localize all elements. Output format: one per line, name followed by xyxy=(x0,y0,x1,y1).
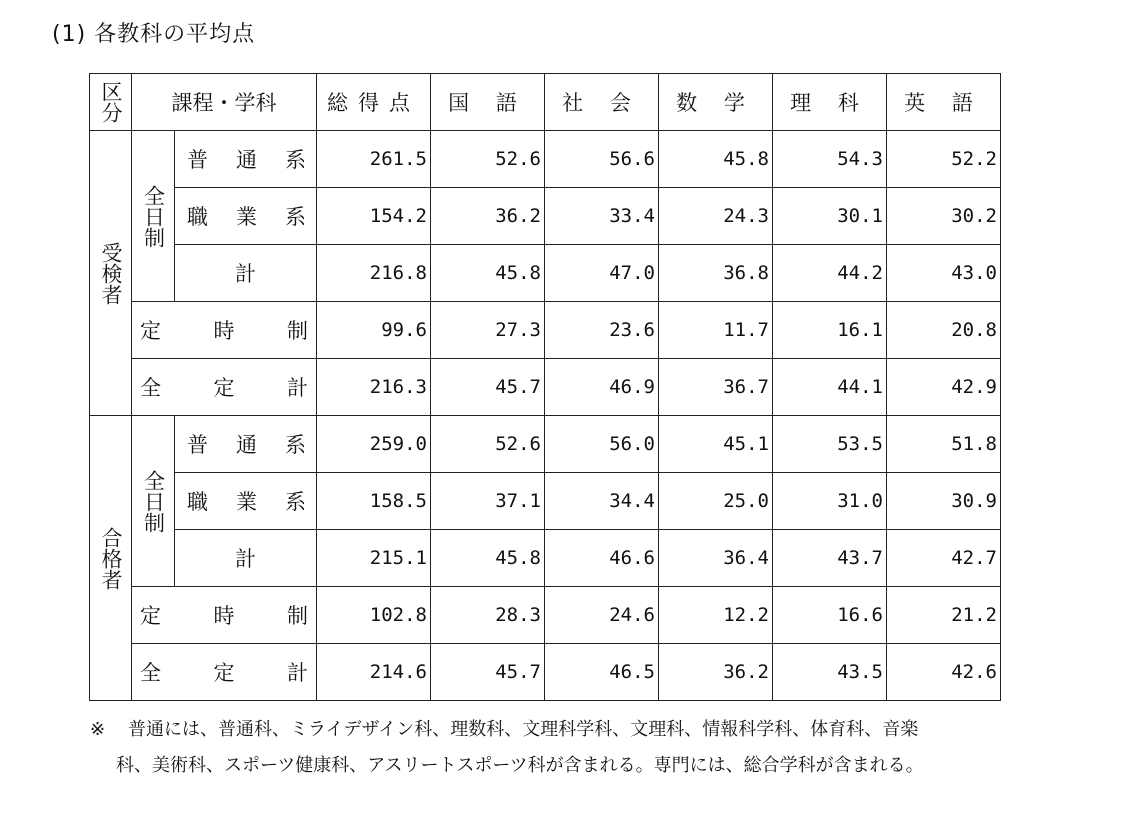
row-science-cell: 54.3 xyxy=(773,131,887,188)
header-course: 課程・学科 xyxy=(132,74,317,131)
row-english-cell: 42.7 xyxy=(887,530,1001,587)
row-label xyxy=(175,473,317,530)
tei-label-char: 定 xyxy=(140,319,161,343)
row-total-score-cell: 215.1 xyxy=(317,530,431,587)
footnote-line-2: 科、美術科、スポーツ健康科、アスリートスポーツ科が含まれる。専門には、総合学科が含まれる。 xyxy=(116,755,924,776)
tei-label-char: 制 xyxy=(287,604,308,628)
row-math-cell: 36.4 xyxy=(659,530,773,587)
total-math-cell: 36.7 xyxy=(659,359,773,416)
total-label-char: 定 xyxy=(213,661,235,685)
row-total-score-cell: 158.5 xyxy=(317,473,431,530)
row-japanese-cell: 52.6 xyxy=(431,416,545,473)
header-science: 理 科 xyxy=(773,74,887,131)
tei-label-char: 制 xyxy=(287,319,308,343)
zentei-total-label xyxy=(132,644,317,701)
section-title: (1) 各教科の平均点 xyxy=(52,22,256,47)
row-label-char: 業 xyxy=(236,490,257,514)
row-total-score-cell: 216.8 xyxy=(317,245,431,302)
tei-social-cell: 24.6 xyxy=(545,587,659,644)
header-kubun: 区分 xyxy=(90,74,132,131)
total-social-cell: 46.9 xyxy=(545,359,659,416)
row-english-cell: 30.2 xyxy=(887,188,1001,245)
tei-label-char: 定 xyxy=(140,604,161,628)
table-row xyxy=(90,473,1001,530)
row-english-cell: 52.2 xyxy=(887,131,1001,188)
total-english-cell: 42.9 xyxy=(887,359,1001,416)
tei-label-char: 時 xyxy=(213,319,235,343)
row-social-cell: 46.6 xyxy=(545,530,659,587)
footnote-line-1: ※ 普通には、普通科、ミライデザイン科、理数科、文理科学科、文理科、情報科学科、体育科、音楽 xyxy=(90,712,1050,748)
total-total-score-cell: 216.3 xyxy=(317,359,431,416)
table-row xyxy=(90,245,1001,302)
header-row xyxy=(90,74,1001,131)
table-row xyxy=(90,302,1001,359)
row-social-cell: 56.0 xyxy=(545,416,659,473)
table-row xyxy=(90,530,1001,587)
table-row xyxy=(90,416,1001,473)
row-label-char: 職 xyxy=(187,205,208,229)
tei-math-cell: 11.7 xyxy=(659,302,773,359)
row-math-cell: 36.8 xyxy=(659,245,773,302)
total-social-cell: 46.5 xyxy=(545,644,659,701)
tei-total-score-cell: 99.6 xyxy=(317,302,431,359)
row-social-cell: 56.6 xyxy=(545,131,659,188)
footnote xyxy=(90,712,1050,784)
table-row xyxy=(90,644,1001,701)
tei-science-cell: 16.6 xyxy=(773,587,887,644)
header-japanese: 国 語 xyxy=(431,74,545,131)
tei-english-cell: 21.2 xyxy=(887,587,1001,644)
row-science-cell: 30.1 xyxy=(773,188,887,245)
teiji-label xyxy=(132,587,317,644)
row-japanese-cell: 52.6 xyxy=(431,131,545,188)
header-social: 社 会 xyxy=(545,74,659,131)
group-label: 合格者 xyxy=(90,416,132,701)
note-mark: ※ xyxy=(90,719,106,740)
total-science-cell: 43.5 xyxy=(773,644,887,701)
group-label: 受検者 xyxy=(90,131,132,416)
tei-japanese-cell: 27.3 xyxy=(431,302,545,359)
total-label-char: 計 xyxy=(287,661,308,685)
row-label-char: 系 xyxy=(285,490,306,514)
row-label xyxy=(175,416,317,473)
row-japanese-cell: 45.8 xyxy=(431,530,545,587)
row-label-char: 普 xyxy=(187,148,208,172)
row-math-cell: 45.8 xyxy=(659,131,773,188)
total-english-cell: 42.6 xyxy=(887,644,1001,701)
total-japanese-cell: 45.7 xyxy=(431,644,545,701)
row-science-cell: 44.2 xyxy=(773,245,887,302)
row-science-cell: 43.7 xyxy=(773,530,887,587)
row-math-cell: 24.3 xyxy=(659,188,773,245)
total-science-cell: 44.1 xyxy=(773,359,887,416)
row-japanese-cell: 37.1 xyxy=(431,473,545,530)
header-math: 数 学 xyxy=(659,74,773,131)
table-row xyxy=(90,359,1001,416)
row-english-cell: 30.9 xyxy=(887,473,1001,530)
row-total-score-cell: 261.5 xyxy=(317,131,431,188)
tei-english-cell: 20.8 xyxy=(887,302,1001,359)
row-label: 計 xyxy=(175,245,317,302)
tei-label-char: 時 xyxy=(213,604,235,628)
total-japanese-cell: 45.7 xyxy=(431,359,545,416)
total-total-score-cell: 214.6 xyxy=(317,644,431,701)
total-math-cell: 36.2 xyxy=(659,644,773,701)
table-row xyxy=(90,587,1001,644)
total-label-char: 計 xyxy=(287,376,308,400)
tei-math-cell: 12.2 xyxy=(659,587,773,644)
row-science-cell: 31.0 xyxy=(773,473,887,530)
header-english: 英 語 xyxy=(887,74,1001,131)
tei-total-score-cell: 102.8 xyxy=(317,587,431,644)
zennichi-label: 全日制 xyxy=(132,416,175,587)
row-japanese-cell: 45.8 xyxy=(431,245,545,302)
row-label-char: 業 xyxy=(236,205,257,229)
row-label-char: 職 xyxy=(187,490,208,514)
row-label xyxy=(175,188,317,245)
table-row xyxy=(90,188,1001,245)
row-social-cell: 47.0 xyxy=(545,245,659,302)
row-math-cell: 45.1 xyxy=(659,416,773,473)
average-score-table xyxy=(89,73,1001,701)
row-label-char: 通 xyxy=(236,433,257,457)
row-english-cell: 51.8 xyxy=(887,416,1001,473)
header-total-score: 総得点 xyxy=(317,74,431,131)
tei-social-cell: 23.6 xyxy=(545,302,659,359)
row-math-cell: 25.0 xyxy=(659,473,773,530)
row-total-score-cell: 259.0 xyxy=(317,416,431,473)
row-english-cell: 43.0 xyxy=(887,245,1001,302)
table-row xyxy=(90,131,1001,188)
row-label-char: 普 xyxy=(187,433,208,457)
row-label-char: 通 xyxy=(236,148,257,172)
tei-science-cell: 16.1 xyxy=(773,302,887,359)
row-social-cell: 33.4 xyxy=(545,188,659,245)
total-label-char: 全 xyxy=(140,661,161,685)
row-label: 計 xyxy=(175,530,317,587)
tei-japanese-cell: 28.3 xyxy=(431,587,545,644)
total-label-char: 定 xyxy=(213,376,235,400)
row-japanese-cell: 36.2 xyxy=(431,188,545,245)
row-science-cell: 53.5 xyxy=(773,416,887,473)
row-label xyxy=(175,131,317,188)
zennichi-label: 全日制 xyxy=(132,131,175,302)
row-social-cell: 34.4 xyxy=(545,473,659,530)
row-label-char: 系 xyxy=(285,433,306,457)
teiji-label xyxy=(132,302,317,359)
row-label-char: 系 xyxy=(285,205,306,229)
total-label-char: 全 xyxy=(140,376,161,400)
zentei-total-label xyxy=(132,359,317,416)
row-total-score-cell: 154.2 xyxy=(317,188,431,245)
row-label-char: 系 xyxy=(285,148,306,172)
